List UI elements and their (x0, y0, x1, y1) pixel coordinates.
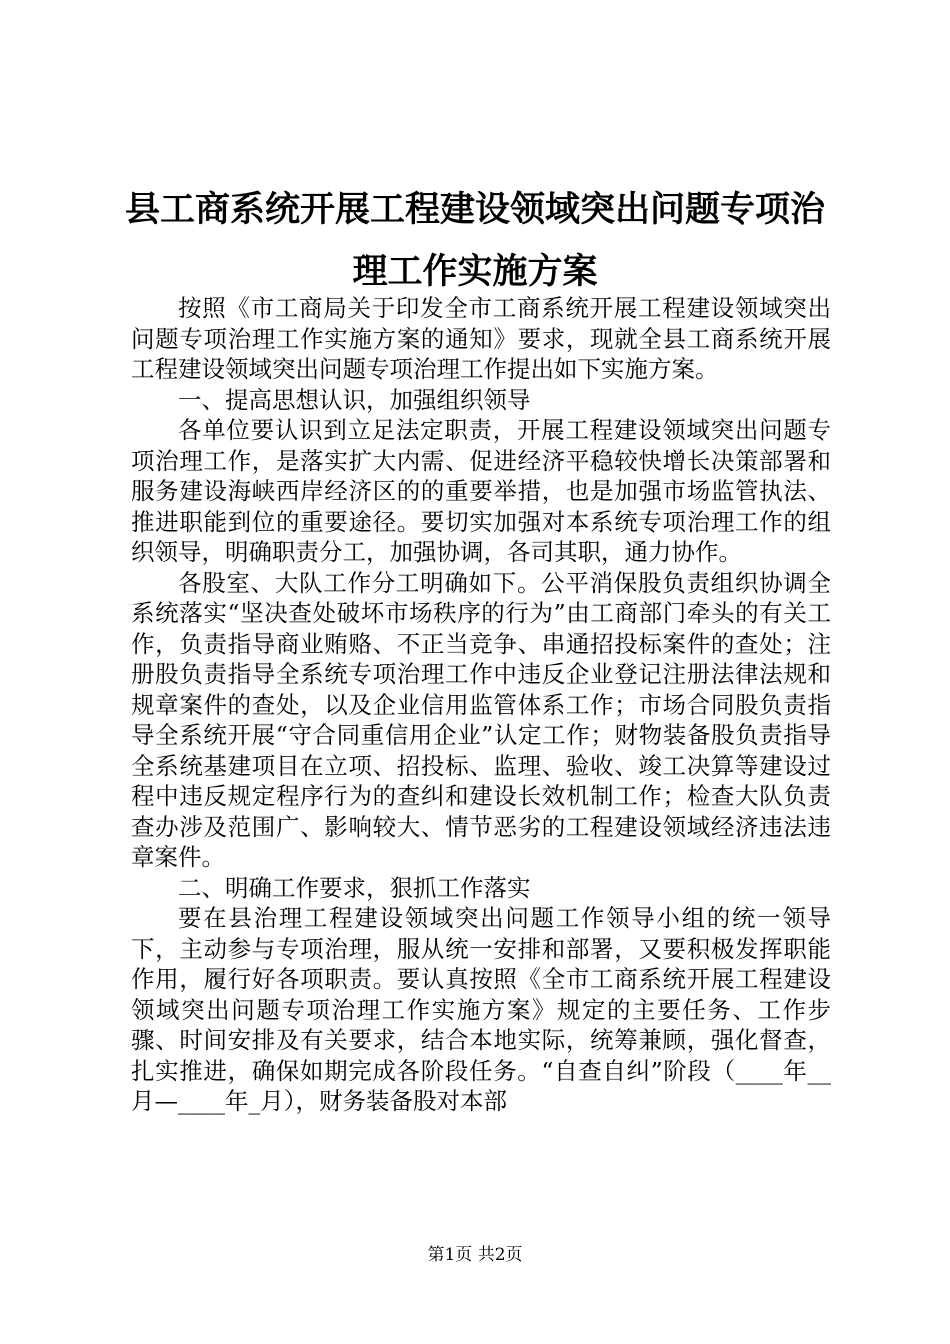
section-heading-2: 二、明确工作要求，狠抓工作落实 (178, 873, 531, 902)
paragraph-section-2: 要在县治理工程建设领域突出问题工作领导小组的统一领导下，主动参与专项治理，服从统一安排和部署，又要积极发挥职能作用，履行好各项职责。要认真按照《全市工商系统开展工程建设领域突出问题专项治理工作实施方案》规定的主要任务、工作步骤、时间安排及有关要求，结合本地实际，统筹兼顾，强化督查，扎实推进，确保如期完成各阶段任务。“自查自纠”阶段（____年__月—____年_月），财务装备股对本部 (131, 904, 831, 1115)
document-body (131, 293, 831, 1117)
paragraph-intro: 按照《市工商局关于印发全市工商系统开展工程建设领域突出问题专项治理工作实施方案的通知》要求，现就全县工商系统开展工程建设领域突出问题专项治理工作提出如下实施方案。 (131, 294, 831, 383)
paragraph-section-1: 各单位要认识到立足法定职责，开展工程建设领域突出问题专项治理工作，是落实扩大内需、促进经济平稳较快增长决策部署和服务建设海峡西岸经济区的的重要举措，也是加强市场监管执法、推进职能到位的重要途径。要切实加强对本系统专项治理工作的组织领导，明确职责分工，加强协调，各司其职，通力协作。 (131, 416, 831, 566)
paragraph-division-of-work: 各股室、大队工作分工明确如下。公平消保股负责组织协调全系统落实“坚决查处破坏市场秩序的行为”由工商部门牵头的有关工作，负责指导商业贿赂、不正当竞争、串通招投标案件的查处；注册股负责指导全系统专项治理工作中违反企业登记注册法律法规和规章案件的查处，以及企业信用监管体系工作；市场合同股负责指导全系统开展“守合同重信用企业”认定工作；财物装备股负责指导全系统基建项目在立项、招投标、监理、验收、竣工决算等建设过程中违反规定程序行为的查纠和建设长效机制工作；检查大队负责查办涉及范围广、影响较大、情节恶劣的工程建设领域经济违法违章案件。 (131, 568, 831, 871)
document-title-line-1: 县工商系统开展工程建设领域突出问题专项治 (124, 189, 825, 230)
page-number-footer: 第1页 共2页 (427, 1245, 523, 1265)
document-title-line-2: 理工作实施方案 (352, 251, 598, 292)
section-heading-1: 一、提高思想认识，加强组织领导 (178, 385, 531, 414)
